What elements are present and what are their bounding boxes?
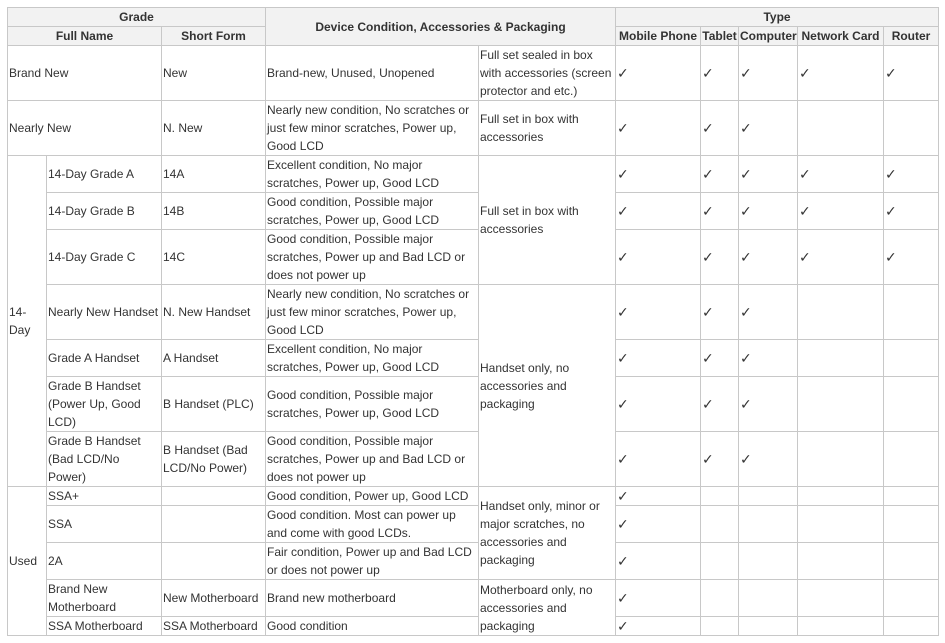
empty-cell	[701, 543, 739, 580]
type-tablet-header: Tablet	[701, 27, 739, 46]
empty-cell	[884, 506, 939, 543]
empty-cell	[884, 580, 939, 617]
empty-cell	[701, 580, 739, 617]
check-mark: ✓	[798, 193, 884, 230]
check-mark: ✓	[739, 340, 798, 377]
check-mark: ✓	[798, 230, 884, 285]
check-mark: ✓	[616, 506, 701, 543]
short-form-cell: New	[162, 46, 266, 101]
full-name-cell: 14-Day Grade C	[47, 230, 162, 285]
empty-cell	[798, 432, 884, 487]
condition-cell: Brand-new, Unused, Unopened	[266, 46, 479, 101]
check-mark: ✓	[616, 487, 701, 506]
check-mark: ✓	[884, 46, 939, 101]
full-name-cell: 14-Day Grade A	[47, 156, 162, 193]
table-row	[8, 156, 939, 193]
condition-cell: Good condition, Possible major scratches, Power up and Bad LCD or does not power up	[266, 230, 479, 285]
table-row	[8, 230, 939, 285]
packaging-cell: Motherboard only, no accessories and packaging	[479, 580, 616, 636]
table-row	[8, 432, 939, 487]
full-name-cell: Brand New	[8, 46, 162, 101]
empty-cell	[798, 377, 884, 432]
condition-header: Device Condition, Accessories & Packaging	[266, 8, 616, 46]
condition-cell: Nearly new condition, No scratches or just few minor scratches, Power up, Good LCD	[266, 285, 479, 340]
type-header: Type	[616, 8, 939, 27]
check-mark: ✓	[616, 580, 701, 617]
table-row	[8, 580, 939, 617]
check-mark: ✓	[616, 617, 701, 636]
check-mark: ✓	[739, 193, 798, 230]
empty-cell	[739, 543, 798, 580]
empty-cell	[701, 617, 739, 636]
check-mark: ✓	[739, 46, 798, 101]
check-mark: ✓	[616, 101, 701, 156]
empty-cell	[739, 487, 798, 506]
check-mark: ✓	[616, 340, 701, 377]
check-mark: ✓	[884, 156, 939, 193]
condition-cell: Brand new motherboard	[266, 580, 479, 617]
short-form-cell: B Handset (PLC)	[162, 377, 266, 432]
full-name-cell: SSA	[47, 506, 162, 543]
short-form-cell: 14C	[162, 230, 266, 285]
empty-cell	[884, 285, 939, 340]
check-mark: ✓	[739, 432, 798, 487]
table-row	[8, 377, 939, 432]
empty-cell	[884, 340, 939, 377]
check-mark: ✓	[701, 377, 739, 432]
short-form-cell: SSA Motherboard	[162, 617, 266, 636]
empty-cell	[884, 487, 939, 506]
empty-cell	[798, 101, 884, 156]
empty-cell	[739, 506, 798, 543]
full-name-cell: Nearly New Handset	[47, 285, 162, 340]
packaging-cell: Handset only, no accessories and packaging	[479, 285, 616, 487]
packaging-cell: Handset only, minor or major scratches, no accessories and packaging	[479, 487, 616, 580]
check-mark: ✓	[616, 432, 701, 487]
empty-cell	[739, 580, 798, 617]
check-mark: ✓	[884, 230, 939, 285]
check-mark: ✓	[739, 101, 798, 156]
check-mark: ✓	[616, 543, 701, 580]
empty-cell	[701, 506, 739, 543]
full-name-cell: Grade B Handset (Power Up, Good LCD)	[47, 377, 162, 432]
check-mark: ✓	[739, 285, 798, 340]
table-row	[8, 193, 939, 230]
check-mark: ✓	[884, 193, 939, 230]
empty-cell	[798, 487, 884, 506]
group-14-day-cell: 14-Day	[8, 156, 47, 487]
short-form-cell: A Handset	[162, 340, 266, 377]
packaging-cell: Full set in box with accessories	[479, 156, 616, 285]
type-computer-header: Computer	[739, 27, 798, 46]
condition-cell: Excellent condition, No major scratches, Power up, Good LCD	[266, 156, 479, 193]
table-row	[8, 506, 939, 543]
short-form-cell	[162, 543, 266, 580]
short-form-cell: 14B	[162, 193, 266, 230]
check-mark: ✓	[701, 101, 739, 156]
short-form-cell	[162, 506, 266, 543]
full-name-cell: Grade B Handset (Bad LCD/No Power)	[47, 432, 162, 487]
empty-cell	[739, 617, 798, 636]
short-form-cell: N. New	[162, 101, 266, 156]
condition-cell: Good condition, Possible major scratches, Power up and Bad LCD or does not power up	[266, 432, 479, 487]
short-form-cell	[162, 487, 266, 506]
check-mark: ✓	[616, 377, 701, 432]
condition-cell: Good condition, Possible major scratches, Power up, Good LCD	[266, 377, 479, 432]
table-row	[8, 487, 939, 506]
short-form-cell: 14A	[162, 156, 266, 193]
full-name-cell: Brand New Motherboard	[47, 580, 162, 617]
condition-cell: Good condition	[266, 617, 479, 636]
condition-cell: Excellent condition, No major scratches, Power up, Good LCD	[266, 340, 479, 377]
empty-cell	[798, 543, 884, 580]
check-mark: ✓	[798, 46, 884, 101]
check-mark: ✓	[616, 193, 701, 230]
check-mark: ✓	[798, 156, 884, 193]
full-name-cell: 14-Day Grade B	[47, 193, 162, 230]
empty-cell	[798, 617, 884, 636]
check-mark: ✓	[701, 340, 739, 377]
type-network-card-header: Network Card	[798, 27, 884, 46]
full-name-cell: Nearly New	[8, 101, 162, 156]
check-mark: ✓	[739, 230, 798, 285]
empty-cell	[701, 487, 739, 506]
short-form-cell: B Handset (Bad LCD/No Power)	[162, 432, 266, 487]
group-used-cell: Used	[8, 487, 47, 636]
check-mark: ✓	[616, 156, 701, 193]
check-mark: ✓	[701, 46, 739, 101]
grade-header: Grade	[8, 8, 266, 27]
table-row	[8, 46, 939, 101]
type-mobile-phone-header: Mobile Phone	[616, 27, 701, 46]
packaging-cell: Full set sealed in box with accessories (screen protector and etc.)	[479, 46, 616, 101]
full-name-cell: SSA+	[47, 487, 162, 506]
type-router-header: Router	[884, 27, 939, 46]
empty-cell	[884, 543, 939, 580]
check-mark: ✓	[701, 432, 739, 487]
check-mark: ✓	[701, 285, 739, 340]
short-form-header: Short Form	[162, 27, 266, 46]
empty-cell	[798, 506, 884, 543]
table-row	[8, 285, 939, 340]
grade-table	[7, 7, 939, 636]
full-name-cell: 2A	[47, 543, 162, 580]
condition-cell: Good condition, Possible major scratches, Power up, Good LCD	[266, 193, 479, 230]
check-mark: ✓	[616, 46, 701, 101]
short-form-cell: New Motherboard	[162, 580, 266, 617]
table-row	[8, 543, 939, 580]
check-mark: ✓	[701, 156, 739, 193]
table-row	[8, 101, 939, 156]
full-name-cell: SSA Motherboard	[47, 617, 162, 636]
packaging-cell: Full set in box with accessories	[479, 101, 616, 156]
empty-cell	[798, 285, 884, 340]
check-mark: ✓	[739, 156, 798, 193]
check-mark: ✓	[739, 377, 798, 432]
empty-cell	[798, 580, 884, 617]
check-mark: ✓	[701, 193, 739, 230]
check-mark: ✓	[616, 285, 701, 340]
check-mark: ✓	[616, 230, 701, 285]
empty-cell	[884, 432, 939, 487]
empty-cell	[884, 101, 939, 156]
empty-cell	[884, 617, 939, 636]
full-name-cell: Grade A Handset	[47, 340, 162, 377]
condition-cell: Good condition, Power up, Good LCD	[266, 487, 479, 506]
short-form-cell: N. New Handset	[162, 285, 266, 340]
table-row	[8, 617, 939, 636]
empty-cell	[884, 377, 939, 432]
condition-cell: Nearly new condition, No scratches or just few minor scratches, Power up, Good LCD	[266, 101, 479, 156]
check-mark: ✓	[701, 230, 739, 285]
table-row	[8, 340, 939, 377]
full-name-header: Full Name	[8, 27, 162, 46]
condition-cell: Fair condition, Power up and Bad LCD or does not power up	[266, 543, 479, 580]
empty-cell	[798, 340, 884, 377]
condition-cell: Good condition. Most can power up and come with good LCDs.	[266, 506, 479, 543]
